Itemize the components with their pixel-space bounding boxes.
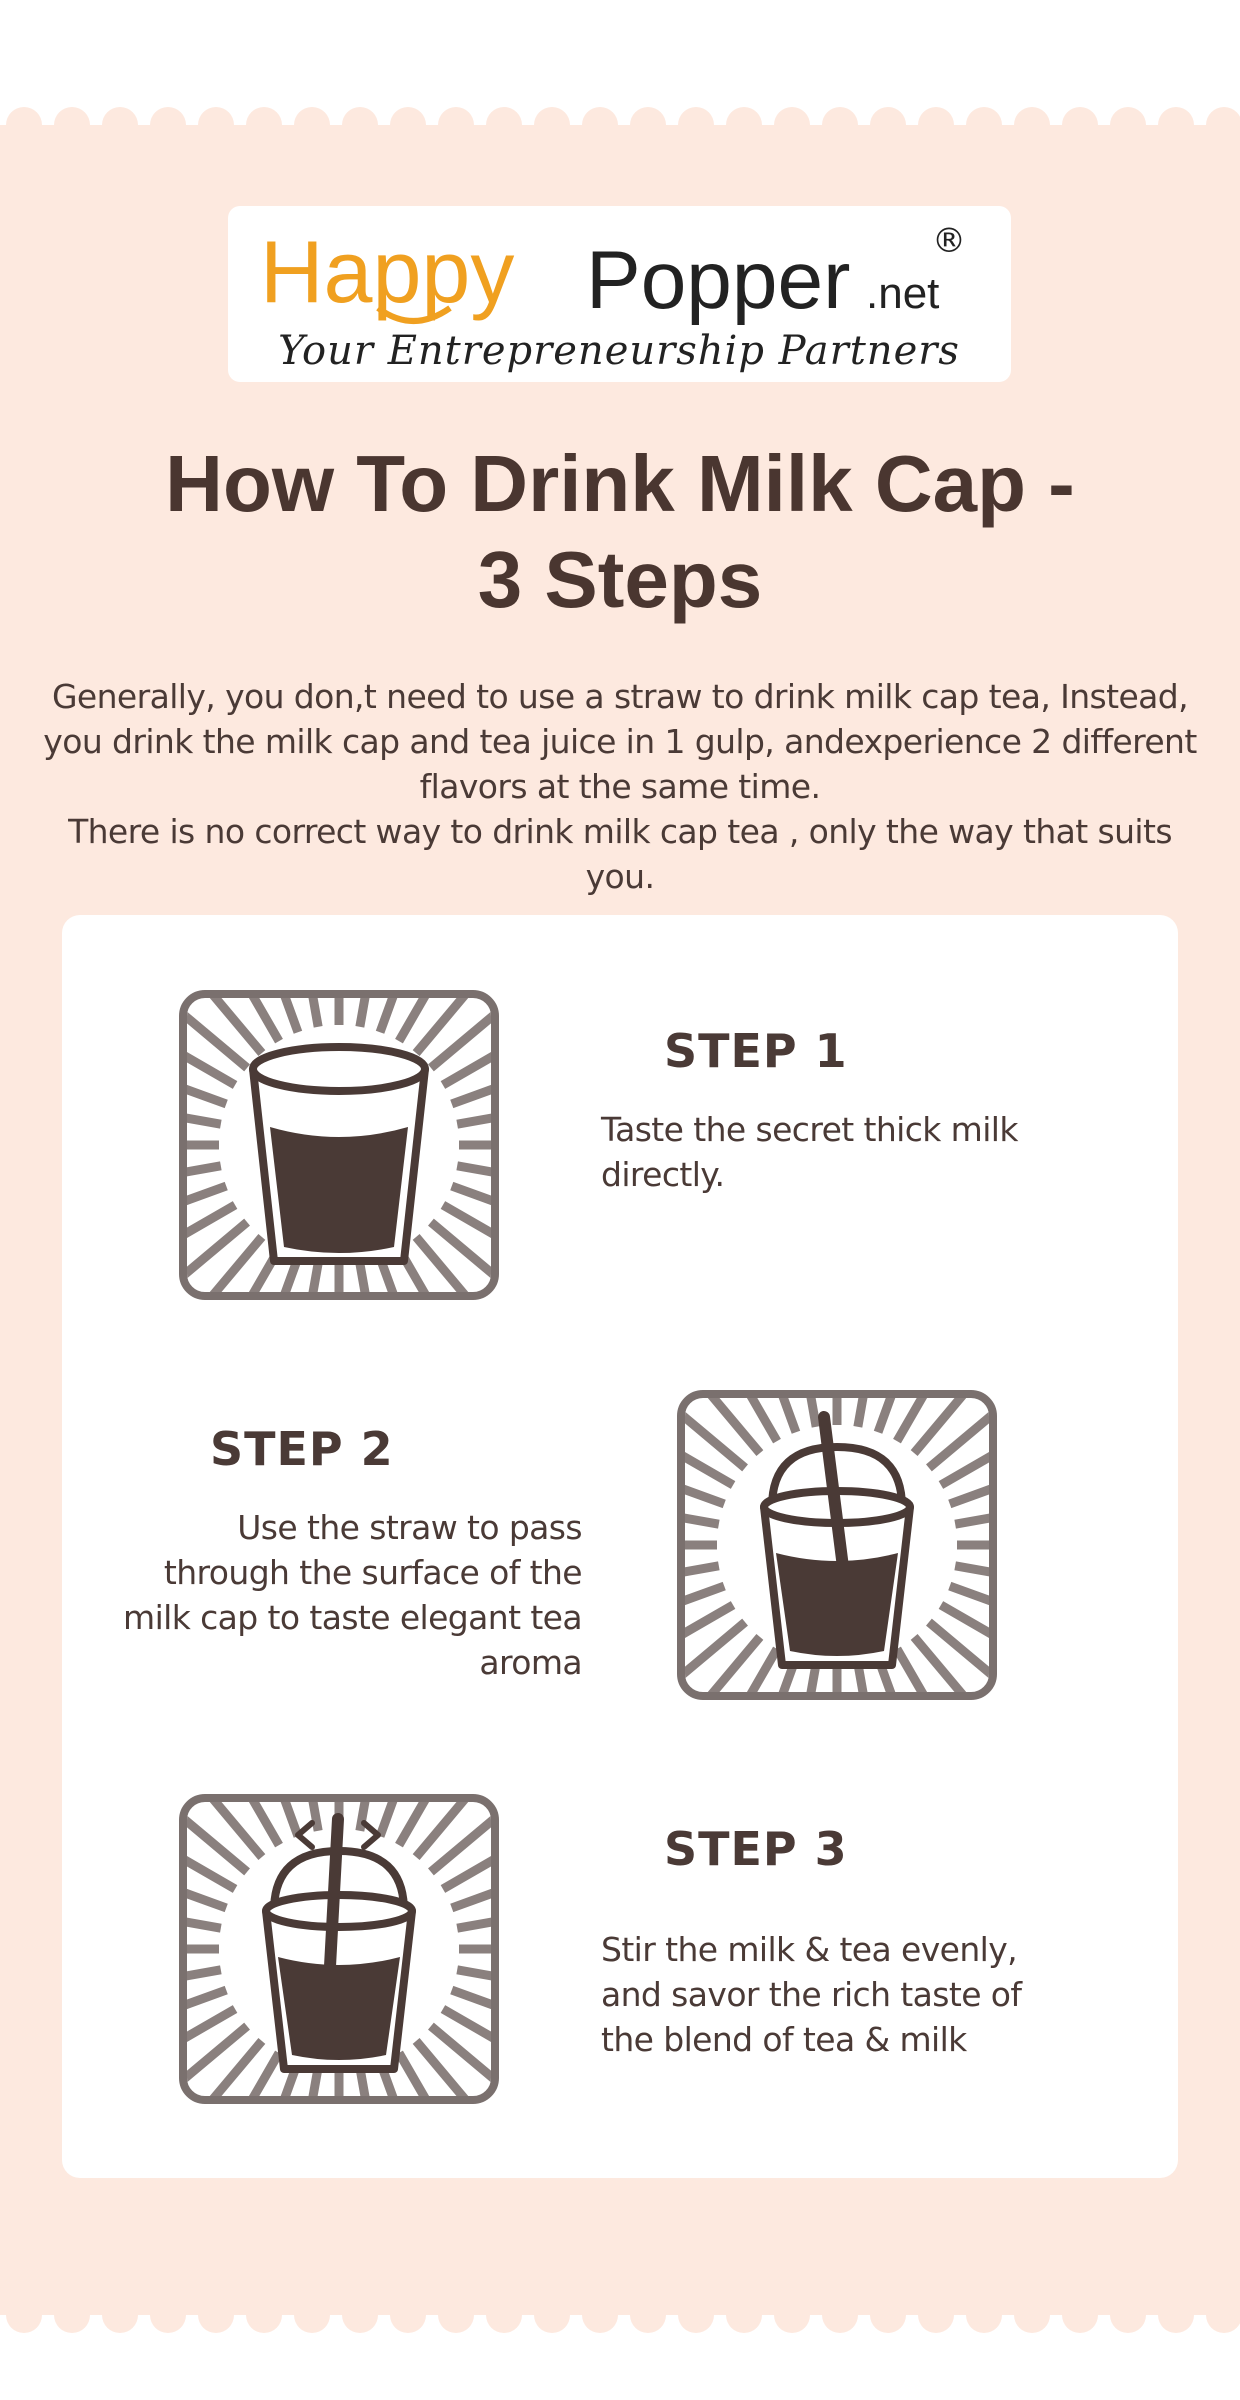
scallop-bump [150, 2297, 186, 2333]
cup-with-straw-icon [676, 1389, 998, 1701]
scallop-bump [1110, 2297, 1146, 2333]
intro-line: you drink the milk cap and tea juice in 1 gulp, andexperience 2 different [43, 722, 1197, 761]
scallop-bump [438, 2297, 474, 2333]
step-1-description [601, 1107, 1121, 1197]
step-3-text-line: the blend of tea & milk [601, 2020, 967, 2059]
step-2-text-line: Use the straw to pass [237, 1508, 582, 1547]
step-1-title: STEP 1 [664, 1024, 848, 1078]
logo-registered-mark: ® [932, 221, 966, 261]
logo-brand-happy: Happy [260, 222, 515, 321]
page-title-line2: 3 Steps [477, 535, 763, 624]
intro-line: flavors at the same time. [419, 767, 821, 806]
page-title [70, 436, 1170, 628]
intro-line: Generally, you don,t need to use a straw to drink milk cap tea, Instead, [51, 677, 1189, 716]
stir-motion-right [364, 1823, 378, 1847]
scallop-bump [630, 2297, 666, 2333]
cup-icon [266, 1819, 412, 2069]
scallop-bump [246, 2297, 282, 2333]
scallop-bump [534, 2297, 570, 2333]
scallop-bump [342, 2297, 378, 2333]
step-3-title: STEP 3 [664, 1822, 848, 1876]
step-2-title: STEP 2 [210, 1422, 394, 1476]
scallop-bump [774, 2297, 810, 2333]
steps-card [62, 915, 1178, 2178]
scallop-bump [870, 2297, 906, 2333]
scallop-bump [1158, 2297, 1194, 2333]
intro-paragraph [30, 674, 1210, 899]
scallop-bump [198, 2297, 234, 2333]
logo-brand-suffix: .net [866, 269, 940, 318]
scallop-bump [54, 2297, 90, 2333]
cup-icon [764, 1417, 910, 1665]
scallop-bump [6, 2297, 42, 2333]
step-1-text-line: directly. [601, 1155, 725, 1194]
step-3-text-line: Stir the milk & tea evenly, [601, 1930, 1018, 1969]
step-2-text-line: milk cap to taste elegant tea [123, 1598, 582, 1637]
step-1-text-line: Taste the secret thick milk [601, 1110, 1018, 1149]
cup-stirring-straw-icon [178, 1793, 500, 2105]
scallop-bump [918, 2297, 954, 2333]
logo [228, 206, 1011, 382]
scalloped-bottom-edge [0, 2290, 1240, 2340]
intro-line: There is no correct way to drink milk cap tea , only the way that suits you. [68, 812, 1172, 896]
scallop-bump [966, 2297, 1002, 2333]
scallop-bump [390, 2297, 426, 2333]
scallop-bump [1014, 2297, 1050, 2333]
scallop-bump [294, 2297, 330, 2333]
page-title-line1: How To Drink Milk Cap - [165, 439, 1075, 528]
scallop-bump [726, 2297, 762, 2333]
scallop-bump [678, 2297, 714, 2333]
cup-icon [253, 1047, 425, 1261]
stir-motion-left [298, 1823, 312, 1847]
logo-brand-popper: Popper [586, 235, 851, 326]
step-2-text-line: aroma [479, 1643, 582, 1682]
scallop-bump [1062, 2297, 1098, 2333]
scallop-bump [582, 2297, 618, 2333]
scallop-bump [486, 2297, 522, 2333]
step-2-text-line: through the surface of the [163, 1553, 582, 1592]
step-3-description [601, 1927, 1121, 2062]
logo-tagline: Your Entrepreneurship Partners [278, 328, 960, 374]
scallop-bump [102, 2297, 138, 2333]
step-2-description [122, 1505, 582, 1685]
plain-cup-icon [178, 989, 500, 1301]
step-3-text-line: and savor the rich taste of [601, 1975, 1022, 2014]
scallop-bump [822, 2297, 858, 2333]
